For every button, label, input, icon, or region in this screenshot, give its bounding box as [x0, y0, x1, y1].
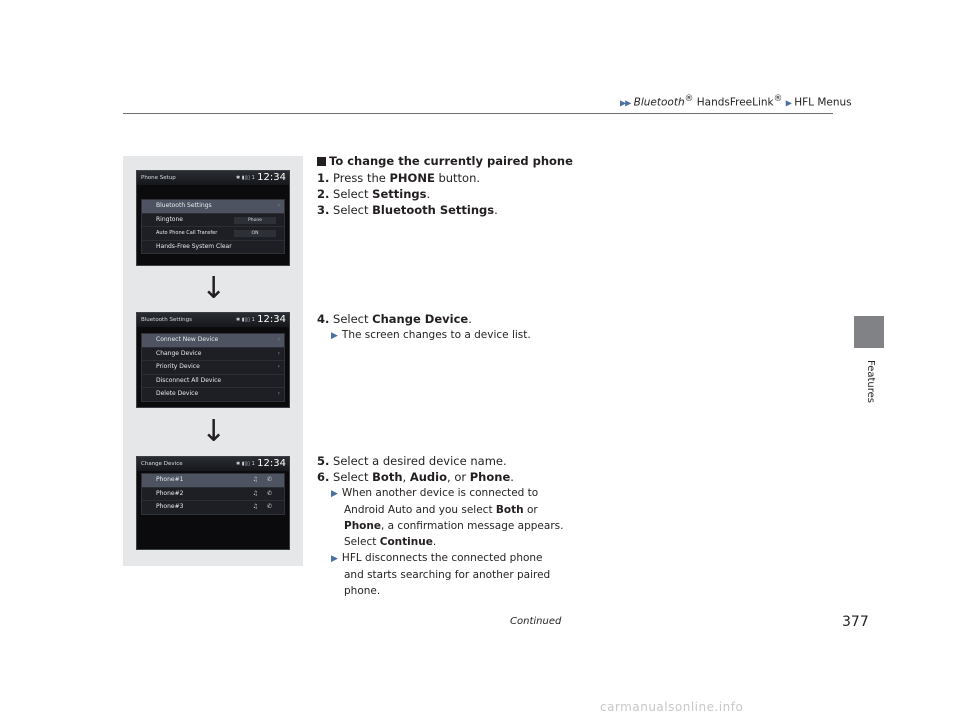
registered-mark: ®	[773, 94, 783, 104]
breadcrumb	[620, 94, 852, 109]
change-device-screen	[136, 456, 290, 550]
screen-title: Change Device	[141, 461, 183, 467]
screen-title: Bluetooth Settings	[141, 317, 193, 323]
menu-item-priority-device[interactable]: Priority Device ›	[142, 361, 284, 375]
step-4-result: ▶ The screen changes to a device list.	[331, 329, 531, 341]
menu-list	[141, 333, 285, 402]
phone-icon: ✆	[266, 476, 272, 483]
step-4-block	[317, 311, 531, 344]
section-label: Features	[865, 360, 876, 403]
chevron-right-icon: ›	[277, 336, 280, 343]
breadcrumb-hfl-menus: HFL Menus	[794, 96, 852, 109]
ringtone-value: Phone	[234, 217, 276, 224]
registered-mark: ®	[684, 94, 694, 104]
device-item-phone2[interactable]: Phone#2 ♫ ✆	[142, 488, 284, 502]
breadcrumb-handsfreelink: HandsFreeLink	[696, 96, 774, 109]
chevron-right-icon: ›	[277, 390, 280, 397]
header-rule	[123, 113, 833, 114]
music-icon: ♫	[252, 489, 258, 497]
menu-item-ringtone[interactable]: Ringtone Phone	[142, 214, 284, 228]
menu-item-bluetooth-settings[interactable]: Bluetooth Settings ›	[142, 200, 284, 214]
chevron-right-icon: ›	[277, 349, 280, 357]
phone-icon: ✆	[266, 489, 272, 497]
status-icons: ✱ ▮▯▯ 1	[236, 461, 255, 467]
step-3: 3. Select Bluetooth Settings.	[317, 203, 498, 217]
chevron-right-icon: ›	[277, 363, 280, 370]
step-2: 2. Select Settings.	[317, 187, 431, 201]
menu-item-change-device[interactable]: Change Device ›	[142, 348, 284, 362]
down-arrow-icon: ↓	[201, 414, 227, 449]
step-4: 4. Select Change Device.	[317, 312, 472, 326]
section-heading: To change the currently paired phone	[317, 154, 573, 168]
step-1: 1. Press the PHONE button.	[317, 171, 481, 185]
chevron-right-icon: ›	[277, 202, 280, 209]
section-tab	[854, 316, 884, 348]
screen-clock: 12:34	[257, 458, 286, 469]
device-item-phone1[interactable]: Phone#1 ♫ ✆	[142, 474, 284, 488]
result-arrow-icon: ▶	[331, 331, 338, 341]
menu-list	[141, 199, 285, 254]
screen-header	[137, 171, 289, 185]
step-6: 6. Select Both, Audio, or Phone.	[317, 470, 514, 484]
screen-title: Phone Setup	[141, 175, 176, 181]
device-item-phone3[interactable]: Phone#3 ♫ ✆	[142, 501, 284, 514]
music-icon: ♫	[252, 476, 258, 483]
square-bullet-icon	[317, 157, 326, 166]
screen-clock: 12:34	[257, 172, 286, 183]
result-arrow-icon: ▶	[331, 554, 338, 564]
status-icons: ✱ ▮▯▯ 1	[236, 175, 255, 181]
breadcrumb-arrow-icon: ▶	[785, 98, 791, 108]
screen-header	[137, 313, 289, 327]
continued-label: Continued	[510, 616, 562, 627]
result-arrow-icon: ▶	[331, 489, 338, 499]
step-6-result-1: ▶ When another device is connected to Android Auto and you select Both or Phone, a confirmation message appears. Select Continue.	[331, 487, 564, 548]
transfer-value: ON	[234, 230, 276, 237]
bluetooth-settings-screen	[136, 312, 290, 408]
screen-header	[137, 457, 289, 471]
status-icons: ✱ ▮▯▯ 1	[236, 317, 255, 323]
device-list	[141, 473, 285, 515]
phone-icon: ✆	[266, 503, 272, 510]
down-arrow-icon: ↓	[201, 271, 227, 306]
screen-clock: 12:34	[257, 314, 286, 325]
menu-item-auto-transfer[interactable]: Auto Phone Call Transfer ON	[142, 227, 284, 241]
step-5: 5. Select a desired device name.	[317, 454, 507, 468]
music-icon: ♫	[252, 503, 258, 510]
steps-1-3	[317, 170, 498, 218]
breadcrumb-bluetooth: Bluetooth	[633, 96, 685, 109]
menu-item-hfs-clear[interactable]: Hands-Free System Clear	[156, 242, 232, 250]
phone-setup-screen	[136, 170, 290, 266]
steps-5-6	[317, 453, 563, 599]
menu-item-disconnect-all[interactable]: Disconnect All Device	[142, 375, 284, 389]
step-6-result-2: ▶ HFL disconnects the connected phone and starts searching for another paired phone.	[331, 552, 551, 597]
menu-item-connect-new[interactable]: Connect New Device ›	[142, 334, 284, 348]
breadcrumb-arrow-icon: ▶▶	[620, 98, 631, 108]
menu-item-delete-device[interactable]: Delete Device ›	[142, 388, 284, 401]
page-number: 377	[842, 614, 869, 630]
watermark: carmanualsonline.info	[600, 700, 744, 714]
